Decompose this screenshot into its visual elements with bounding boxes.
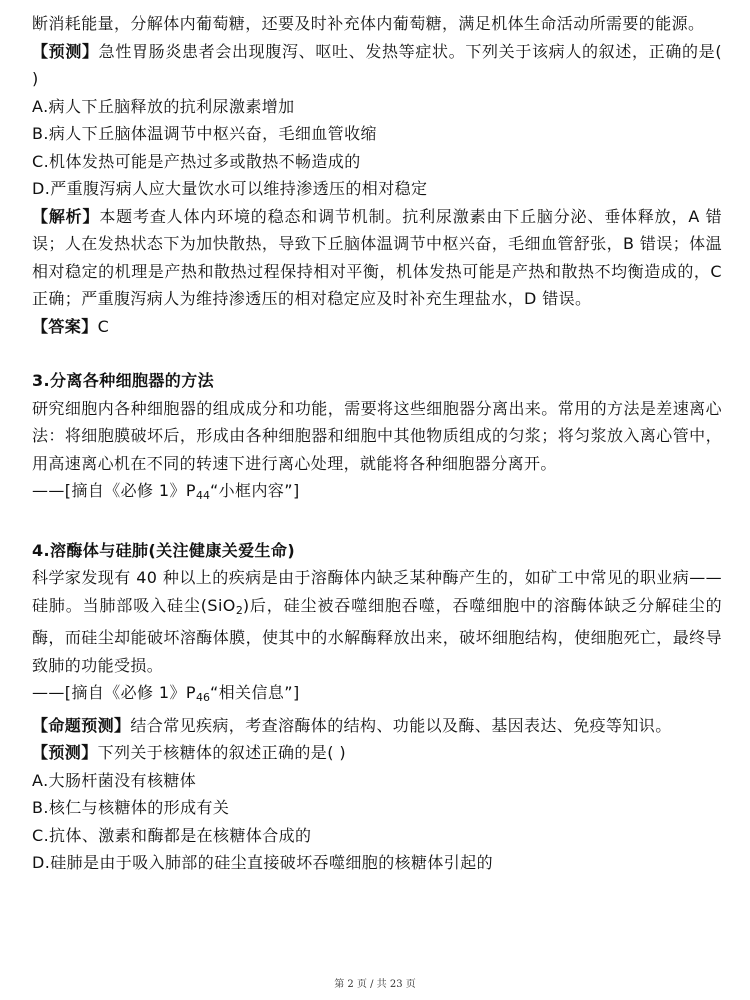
source-prefix: ——[摘自《必修 1》P <box>32 481 196 500</box>
question-1-option-a: A.病人下丘脑释放的抗利尿激素增加 <box>32 96 295 116</box>
question-2-tag: 【预测】 <box>32 743 98 762</box>
page-footer: 第 2 页 / 共 23 页 <box>334 979 416 990</box>
source-suffix: “小框内容”] <box>209 481 300 500</box>
answer-text: C <box>97 316 110 336</box>
paragraph-continuation: 断消耗能量，分解体内葡萄糖，还要及时补充体内葡萄糖，满足机体生命活动所需要的能源。 <box>32 14 705 33</box>
question-2-option-d: D.硅肺是由于吸入肺部的硅尘直接破坏吞噬细胞的核糖体引起的 <box>32 853 494 872</box>
question-1-stem <box>32 38 722 93</box>
analysis-tag: 【解析】 <box>32 206 100 226</box>
question-2-option-a: A.大肠杆菌没有核糖体 <box>32 770 197 790</box>
question-1-option-b: B.病人下丘脑体温调节中枢兴奋，毛细血管收缩 <box>32 124 377 143</box>
analysis-text: 本题考查人体内环境的稳态和调节机制。抗利尿激素由下丘脑分泌、垂体释放，A 错误；人在发热状态下为加快散热，导致下丘脑体温调节中枢兴奋，毛细血管舒张，B 错误；体温相对稳定的机理是产热和散热过程保持相对平衡，机体发热可能是产热和散热不均衡造成的，C 正确；严重腹泻病人为维持渗透压的相对稳定应及时补充生理盐水，D 错误。 <box>32 206 723 308</box>
page-content <box>32 10 722 877</box>
question-1-option-c: C.机体发热可能是产热过多或散热不畅造成的 <box>32 151 361 171</box>
source-suffix: “相关信息”] <box>209 683 300 702</box>
section-3-title: 3.分离各种细胞器的方法 <box>32 371 215 390</box>
source-prefix: ——[摘自《必修 1》P <box>32 683 196 702</box>
question-1-answer <box>32 313 722 341</box>
question-2-option-c: C.抗体、激素和酶都是在核糖体合成的 <box>32 825 312 845</box>
body-part-1: 科学家发现有 40 种以上的疾病是由于溶酶体内缺乏某种酶产生的，如矿工中常见的职业病——硅肺。当肺部吸入硅尘(SiO <box>32 568 722 615</box>
section-3-source <box>32 477 722 510</box>
topic-text: 结合常见疾病，考查溶酶体的结构、功能以及酶、基因表达、免疫等知识。 <box>130 715 672 735</box>
question-1-tag: 【预测】 <box>32 41 99 61</box>
page-subscript: 46 <box>195 691 210 704</box>
question-1-analysis <box>32 203 722 313</box>
question-2-text: 下列关于核糖体的叙述正确的是( ) <box>97 743 346 762</box>
section-4-body <box>32 564 722 679</box>
question-1-text: 急性胃肠炎患者会出现腹泻、呕吐、发热等症状。下列关于该病人的叙述，正确的是( ) <box>32 41 722 88</box>
section-4-title: 4.溶酶体与硅肺(关注健康关爱生命) <box>32 540 296 560</box>
section-4-topic-prediction <box>32 712 722 740</box>
answer-tag: 【答案】 <box>32 316 98 336</box>
question-2-stem <box>32 739 722 767</box>
section-3-body: 研究细胞内各种细胞器的组成成分和功能，需要将这些细胞器分离出来。常用的方法是差速离心法：将细胞膜破坏后，形成由各种细胞器和细胞中其他物质组成的匀浆；将匀浆放入离心管中，用高速离心机在不同的转速下进行离心处理，就能将各种细胞器分离开。 <box>32 398 722 473</box>
topic-tag: 【命题预测】 <box>32 715 131 735</box>
body-part-2: )后，硅尘被吞噬细胞吞噬，吞噬细胞中的溶酶体缺乏分解硅尘的酶，而硅尘却能破坏溶酶体膜，使其中的水解酶释放出来，破坏细胞结构，使细胞死亡，最终导致肺的功能受损。 <box>32 595 722 675</box>
formula-subscript: 2 <box>235 603 243 617</box>
section-4-source <box>32 679 722 712</box>
question-2-option-b: B.核仁与核糖体的形成有关 <box>32 798 230 817</box>
page-subscript: 44 <box>195 489 210 502</box>
question-1-option-d: D.严重腹泻病人应大量饮水可以维持渗透压的相对稳定 <box>32 179 428 198</box>
